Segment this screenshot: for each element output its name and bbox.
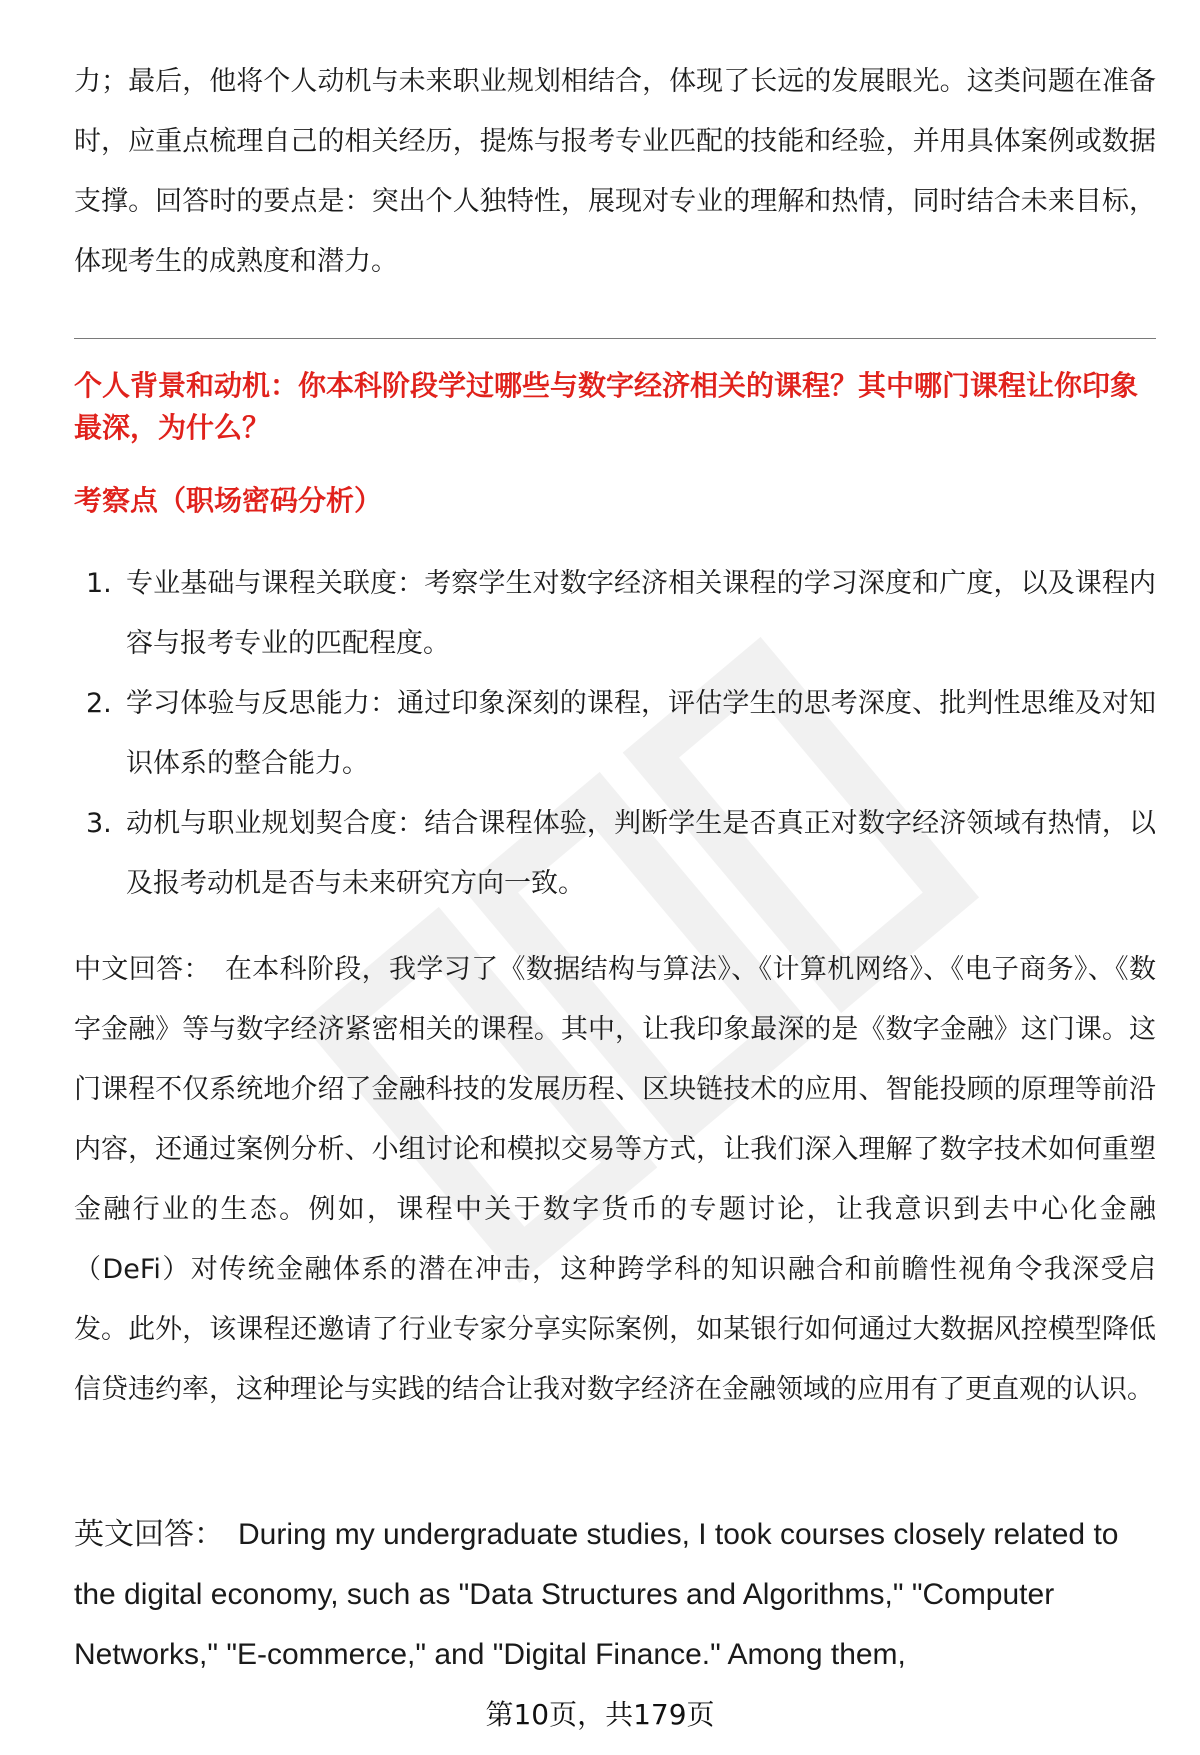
list-item [74,554,1156,674]
list-item-text: 动机与职业规划契合度：结合课程体验，判断学生是否真正对数字经济领域有热情，以及报考动机是否与未来研究方向一致。 [126,808,1156,899]
list-item [74,674,1156,794]
english-answer-label: 英文回答： [74,1518,224,1551]
list-item [74,794,1156,914]
list-item-text: 专业基础与课程关联度：考察学生对数字经济相关课程的学习深度和广度，以及课程内容与报考专业的匹配程度。 [126,568,1156,659]
points-list [74,554,1156,914]
list-item-number: 2. [86,688,112,719]
points-title: 考察点（职场密码分析） [74,484,383,517]
list-item-number: 1. [86,568,112,599]
list-item-text: 学习体验与反思能力：通过印象深刻的课程，评估学生的思考深度、批判性思维及对知识体系的整合能力。 [126,688,1156,779]
section-divider [74,338,1156,339]
question-heading: 个人背景和动机：你本科阶段学过哪些与数字经济相关的课程？其中哪门课程让你印象最深，为什么？ [74,369,1139,444]
english-answer-text: During my undergraduate studies, I took courses closely related to the digital economy, such as "Data Structures and Algorithms," "Computer Networks," "E-commerce," and "Digital Finance." Among them, [74,1518,1119,1671]
list-item-number: 3. [86,808,112,839]
english-answer [74,1505,1156,1685]
page-footer: 第10页，共179页 [485,1698,715,1731]
intro-paragraph: 力；最后，他将个人动机与未来职业规划相结合，体现了长远的发展眼光。这类问题在准备时，应重点梳理自己的相关经历，提炼与报考专业匹配的技能和经验，并用具体案例或数据支撑。回答时的要点是：突出个人独特性，展现对专业的理解和热情，同时结合未来目标，体现考生的成熟度和潜力。 [74,66,1156,277]
chinese-answer [74,940,1156,1420]
chinese-answer-label: 中文回答： [74,954,211,985]
chinese-answer-text: 在本科阶段，我学习了《数据结构与算法》、《计算机网络》、《电子商务》、《数字金融》等与数字经济紧密相关的课程。其中，让我印象最深的是《数字金融》这门课。这门课程不仅系统地介绍了金融科技的发展历程、区块链技术的应用、智能投顾的原理等前沿内容，还通过案例分析、小组讨论和模拟交易等方式，让我们深入理解了数字技术如何重塑金融行业的生态。例如，课程中关于数字货币的专题讨论，让我意识到去中心化金融（DeFi）对传统金融体系的潜在冲击，这种跨学科的知识融合和前瞻性视角令我深受启发。此外，该课程还邀请了行业专家分享实际案例，如某银行如何通过大数据风控模型降低信贷违约率，这种理论与实践的结合让我对数字经济在金融领域的应用有了更直观的认识。 [74,954,1157,1405]
